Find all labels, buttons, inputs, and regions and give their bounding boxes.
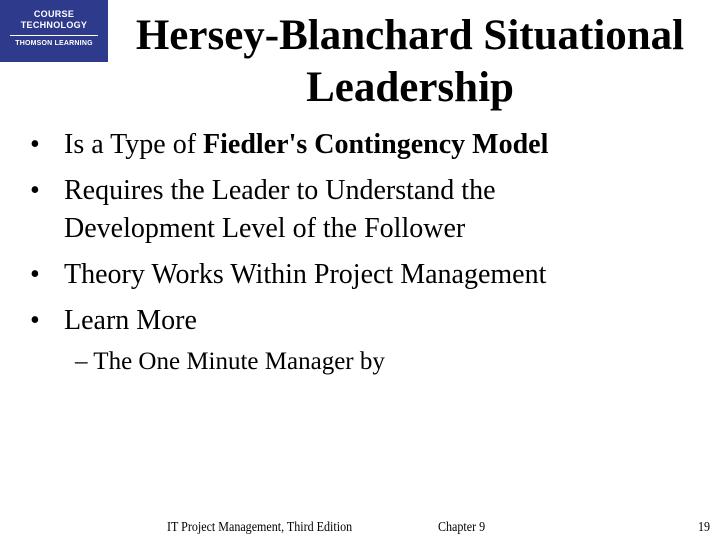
bullet-text: Theory Works Within Project Management (64, 259, 547, 290)
bullet-text: Is a Type of (64, 129, 204, 160)
logo-text-thomson: THOMSON LEARNING (15, 40, 93, 47)
bullet-item-learn-more (30, 302, 710, 340)
slide-title (110, 10, 710, 114)
bullet-text-line1: Requires the Leader to Understand the (64, 175, 496, 206)
bullet-text: Learn More (64, 305, 197, 336)
logo-text-course: COURSE (33, 9, 75, 19)
slide-title-line1: Hersey-Blanchard Situational (135, 12, 685, 59)
bullet-list (30, 126, 710, 348)
logo-divider (10, 35, 98, 36)
logo-text-technology: TECHNOLOGY (20, 20, 88, 30)
slide-title-line2: Leadership (306, 64, 514, 111)
bullet-text-line2: Development Level of the Follower (64, 213, 466, 244)
bullet-item-fiedler (30, 126, 710, 164)
bullet-glyph: • (30, 259, 40, 290)
footer-book-title: IT Project Management, Third Edition (167, 520, 353, 535)
bullet-glyph: • (30, 305, 40, 336)
bullet-glyph: • (30, 129, 40, 160)
bullet-glyph: • (30, 175, 40, 206)
sub-bullet-one-minute-manager: – The One Minute Manager by (75, 348, 385, 375)
bullet-bold-text: Fiedler's Contingency Model (203, 129, 549, 160)
bullet-item-development (30, 172, 710, 248)
footer-page-number: 19 (698, 520, 711, 535)
footer-chapter: Chapter 9 (438, 520, 486, 535)
bullet-item-theory (30, 256, 710, 294)
course-technology-logo (0, 0, 108, 62)
